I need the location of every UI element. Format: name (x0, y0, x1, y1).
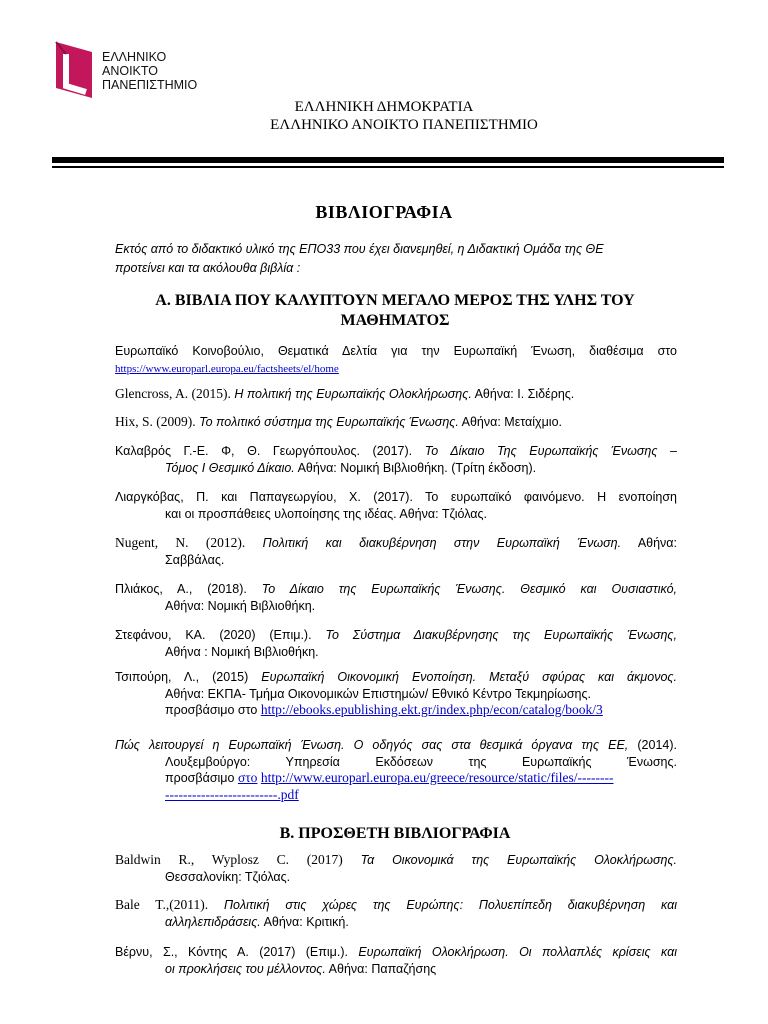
logo-line-1: ΕΛΛΗΝΙΚΟ (102, 50, 167, 64)
reference-publisher: Αθήνα: Ι. Σιδέρης. (474, 387, 575, 401)
reference-access-prefix: προσβάσιμο στο (165, 703, 258, 717)
reference-publisher: Θεσσαλονίκη: Τζιόλας. (165, 869, 291, 884)
reference-author: Βέρνυ, Σ., Κόντης Α. (2017) (Επιμ.). (115, 945, 348, 959)
reference-title: Το πολιτικό σύστημα της Ευρωπαϊκής Ένωσης. (199, 415, 459, 429)
reference-nugent (115, 535, 677, 568)
reference-title: Η πολιτική της Ευρωπαϊκής Ολοκλήρωσης. (234, 387, 472, 401)
reference-glencross (115, 386, 677, 403)
reference-text: Ευρωπαϊκό Κοινοβούλιο, Θεματικά Δελτία για την Ευρωπαϊκή Ένωση, διαθέσιμα στο (115, 344, 677, 358)
reference-line-2: και οι προσπάθειες υλοποίησης της ιδέας. Αθήνα: Τζιόλας. (165, 506, 488, 521)
reference-baldwin (115, 852, 677, 885)
reference-tsipouri (115, 669, 677, 719)
reference-title: Ευρωπαϊκή Οικονομική Ενοποίηση. Μεταξύ σφύρας και άκμονος. (261, 670, 677, 684)
reference-publisher-1: Αθήνα: (637, 536, 678, 550)
reference-stefanou (115, 627, 677, 660)
reference-title: Πολιτική και διακυβέρνηση στην Ευρωπαϊκή Ένωση. (262, 536, 622, 550)
reference-publisher: Αθήνα: Παπαζήσης (328, 961, 437, 976)
reference-author: Glencross, A. (2015). (115, 386, 231, 401)
logo-mark-icon (52, 40, 96, 100)
reference-title-1: Το Δίκαιο Της Ευρωπαϊκής Ένωσης – (424, 444, 677, 458)
europarl-pdf-link[interactable]: http://www.europarl.europa.eu/greece/resource/static/files/-------- (260, 770, 614, 785)
reference-title: Το Σύστημα Διακυβέρνησης της Ευρωπαϊκής Ένωσης, (325, 628, 677, 642)
logo-line-3: ΠΑΝΕΠΙΣΤΗΜΙΟ (102, 78, 198, 92)
section-b-heading: Β. ΠΡΟΣΘΕΤΗ ΒΙΒΛΙΟΓΡΑΦΙΑ (279, 825, 511, 842)
reference-kalavros (115, 443, 677, 476)
europarl-link-word[interactable]: στο (237, 770, 258, 785)
header-divider-thin (52, 166, 724, 168)
ebooks-link[interactable]: http://ebooks.epublishing.ekt.gr/index.php/econ/catalog/book/3 (260, 702, 603, 717)
reference-line-2: Λουξεμβούργο: Υπηρεσία Εκδόσεων της Ευρωπαϊκής Ένωσης. (165, 754, 677, 769)
reference-line-1: Λιαργκόβας, Π. και Παπαγεωργίου, Χ. (2017). Το ευρωπαϊκό φαινόμενο. Η ενοποίηση (115, 490, 677, 504)
reference-title-2: αλληλεπιδράσεις. (165, 914, 261, 929)
header-divider-thick (52, 157, 724, 163)
factsheets-link[interactable]: https://www.europarl.europa.eu/factsheets/el/home (115, 362, 339, 375)
reference-verny (115, 944, 677, 977)
europarl-pdf-link-continued[interactable]: -------------------------.pdf (165, 786, 299, 802)
reference-access-prefix: προσβάσιμο (165, 771, 235, 785)
reference-pliakos (115, 581, 677, 614)
reference-author: Bale T.,(2011). (115, 897, 209, 912)
reference-line-2: Αθήνα: ΕΚΠΑ- Τμήμα Οικονομικών Επιστημών/ Εθνικό Κέντρο Τεκμηρίωσης. (165, 686, 591, 701)
university-logo (52, 40, 197, 100)
reference-publisher: Αθήνα: Νομική Βιβλιοθήκη. (Τρίτη έκδοση). (297, 460, 537, 475)
reference-author: Πλιάκος, Α., (2018). (115, 582, 247, 596)
reference-title: Τα Οικονομικά της Ευρωπαϊκής Ολοκλήρωσης. (360, 853, 677, 867)
reference-publisher: Αθήνα : Νομική Βιβλιοθήκη. (165, 644, 319, 659)
reference-publisher-2: Σαββάλας. (165, 552, 225, 567)
header-republic: ΕΛΛΗΝΙΚΗ ΔΗΜΟΚΡΑΤΙΑ (294, 99, 474, 115)
reference-title-1: Πολιτική στις χώρες της Ευρώπης: Πολυεπίπεδη διακυβέρνηση και (223, 898, 677, 912)
reference-author: Στεφάνου, ΚΑ. (2020) (Επιμ.). (115, 628, 312, 642)
reference-title-1: Ευρωπαϊκή Ολοκλήρωση. Οι πολλαπλές κρίσεις και (358, 945, 677, 959)
reference-title-2: Τόμος Ι Θεσμικό Δίκαιο. (165, 460, 295, 475)
logo-line-2: ΑΝΟΙΚΤΟ (102, 64, 159, 78)
reference-publisher: Αθήνα: Νομική Βιβλιοθήκη. (165, 598, 316, 613)
reference-hix (115, 414, 677, 431)
reference-eu-guide (115, 737, 677, 803)
section-a-line-2: ΜΑΘΗΜΑΤΟΣ (340, 312, 450, 329)
reference-author: Hix, S. (2009). (115, 414, 196, 429)
reference-year: (2014). (637, 738, 677, 752)
reference-europarl-factsheets (115, 343, 677, 377)
reference-author: Καλαβρός Γ.-Ε. Φ, Θ. Γεωργόπουλος. (2017). (115, 444, 413, 458)
reference-bale (115, 897, 677, 930)
section-a-line-1: Α. ΒΙΒΛΙΑ ΠΟΥ ΚΑΛΥΠΤΟΥΝ ΜΕΓΑΛΟ ΜΕΡΟΣ ΤΗΣ ΥΛΗΣ ΤΟΥ (155, 292, 635, 309)
intro-line-1: Εκτός από το διδακτικό υλικό της ΕΠΟ33 που έχει διανεμηθεί, η Διδακτική Ομάδα της ΘΕ (115, 242, 604, 256)
page-title: ΒΙΒΛΙΟΓΡΑΦΙΑ (315, 202, 453, 222)
reference-publisher: Αθήνα: Κριτική. (263, 914, 349, 929)
intro-paragraph (115, 240, 677, 278)
reference-title: Πώς λειτουργεί η Ευρωπαϊκή Ένωση. Ο οδηγός σας στα θεσμικά όργανα της ΕΕ, (115, 738, 629, 752)
reference-author: Τσιπούρη, Λ., (2015) (115, 670, 249, 684)
header-university: ΕΛΛΗΝΙΚΟ ΑΝΟΙΚΤΟ ΠΑΝΕΠΙΣΤΗΜΙΟ (270, 117, 538, 133)
reference-author: Baldwin R., Wyplosz C. (2017) (115, 852, 343, 867)
section-a-heading (95, 291, 695, 331)
reference-publisher: Αθήνα: Μεταίχμιο. (461, 415, 563, 429)
reference-title: Το Δίκαιο της Ευρωπαϊκής Ένωσης. Θεσμικό και Ουσιαστικό, (261, 582, 678, 596)
intro-line-2: προτείνει και τα ακόλουθα βιβλία : (115, 261, 301, 275)
reference-liargkovas (115, 489, 677, 522)
reference-title-2: οι προκλήσεις του μέλλοντος. (165, 961, 326, 976)
reference-author: Nugent, N. (2012). (115, 535, 246, 550)
